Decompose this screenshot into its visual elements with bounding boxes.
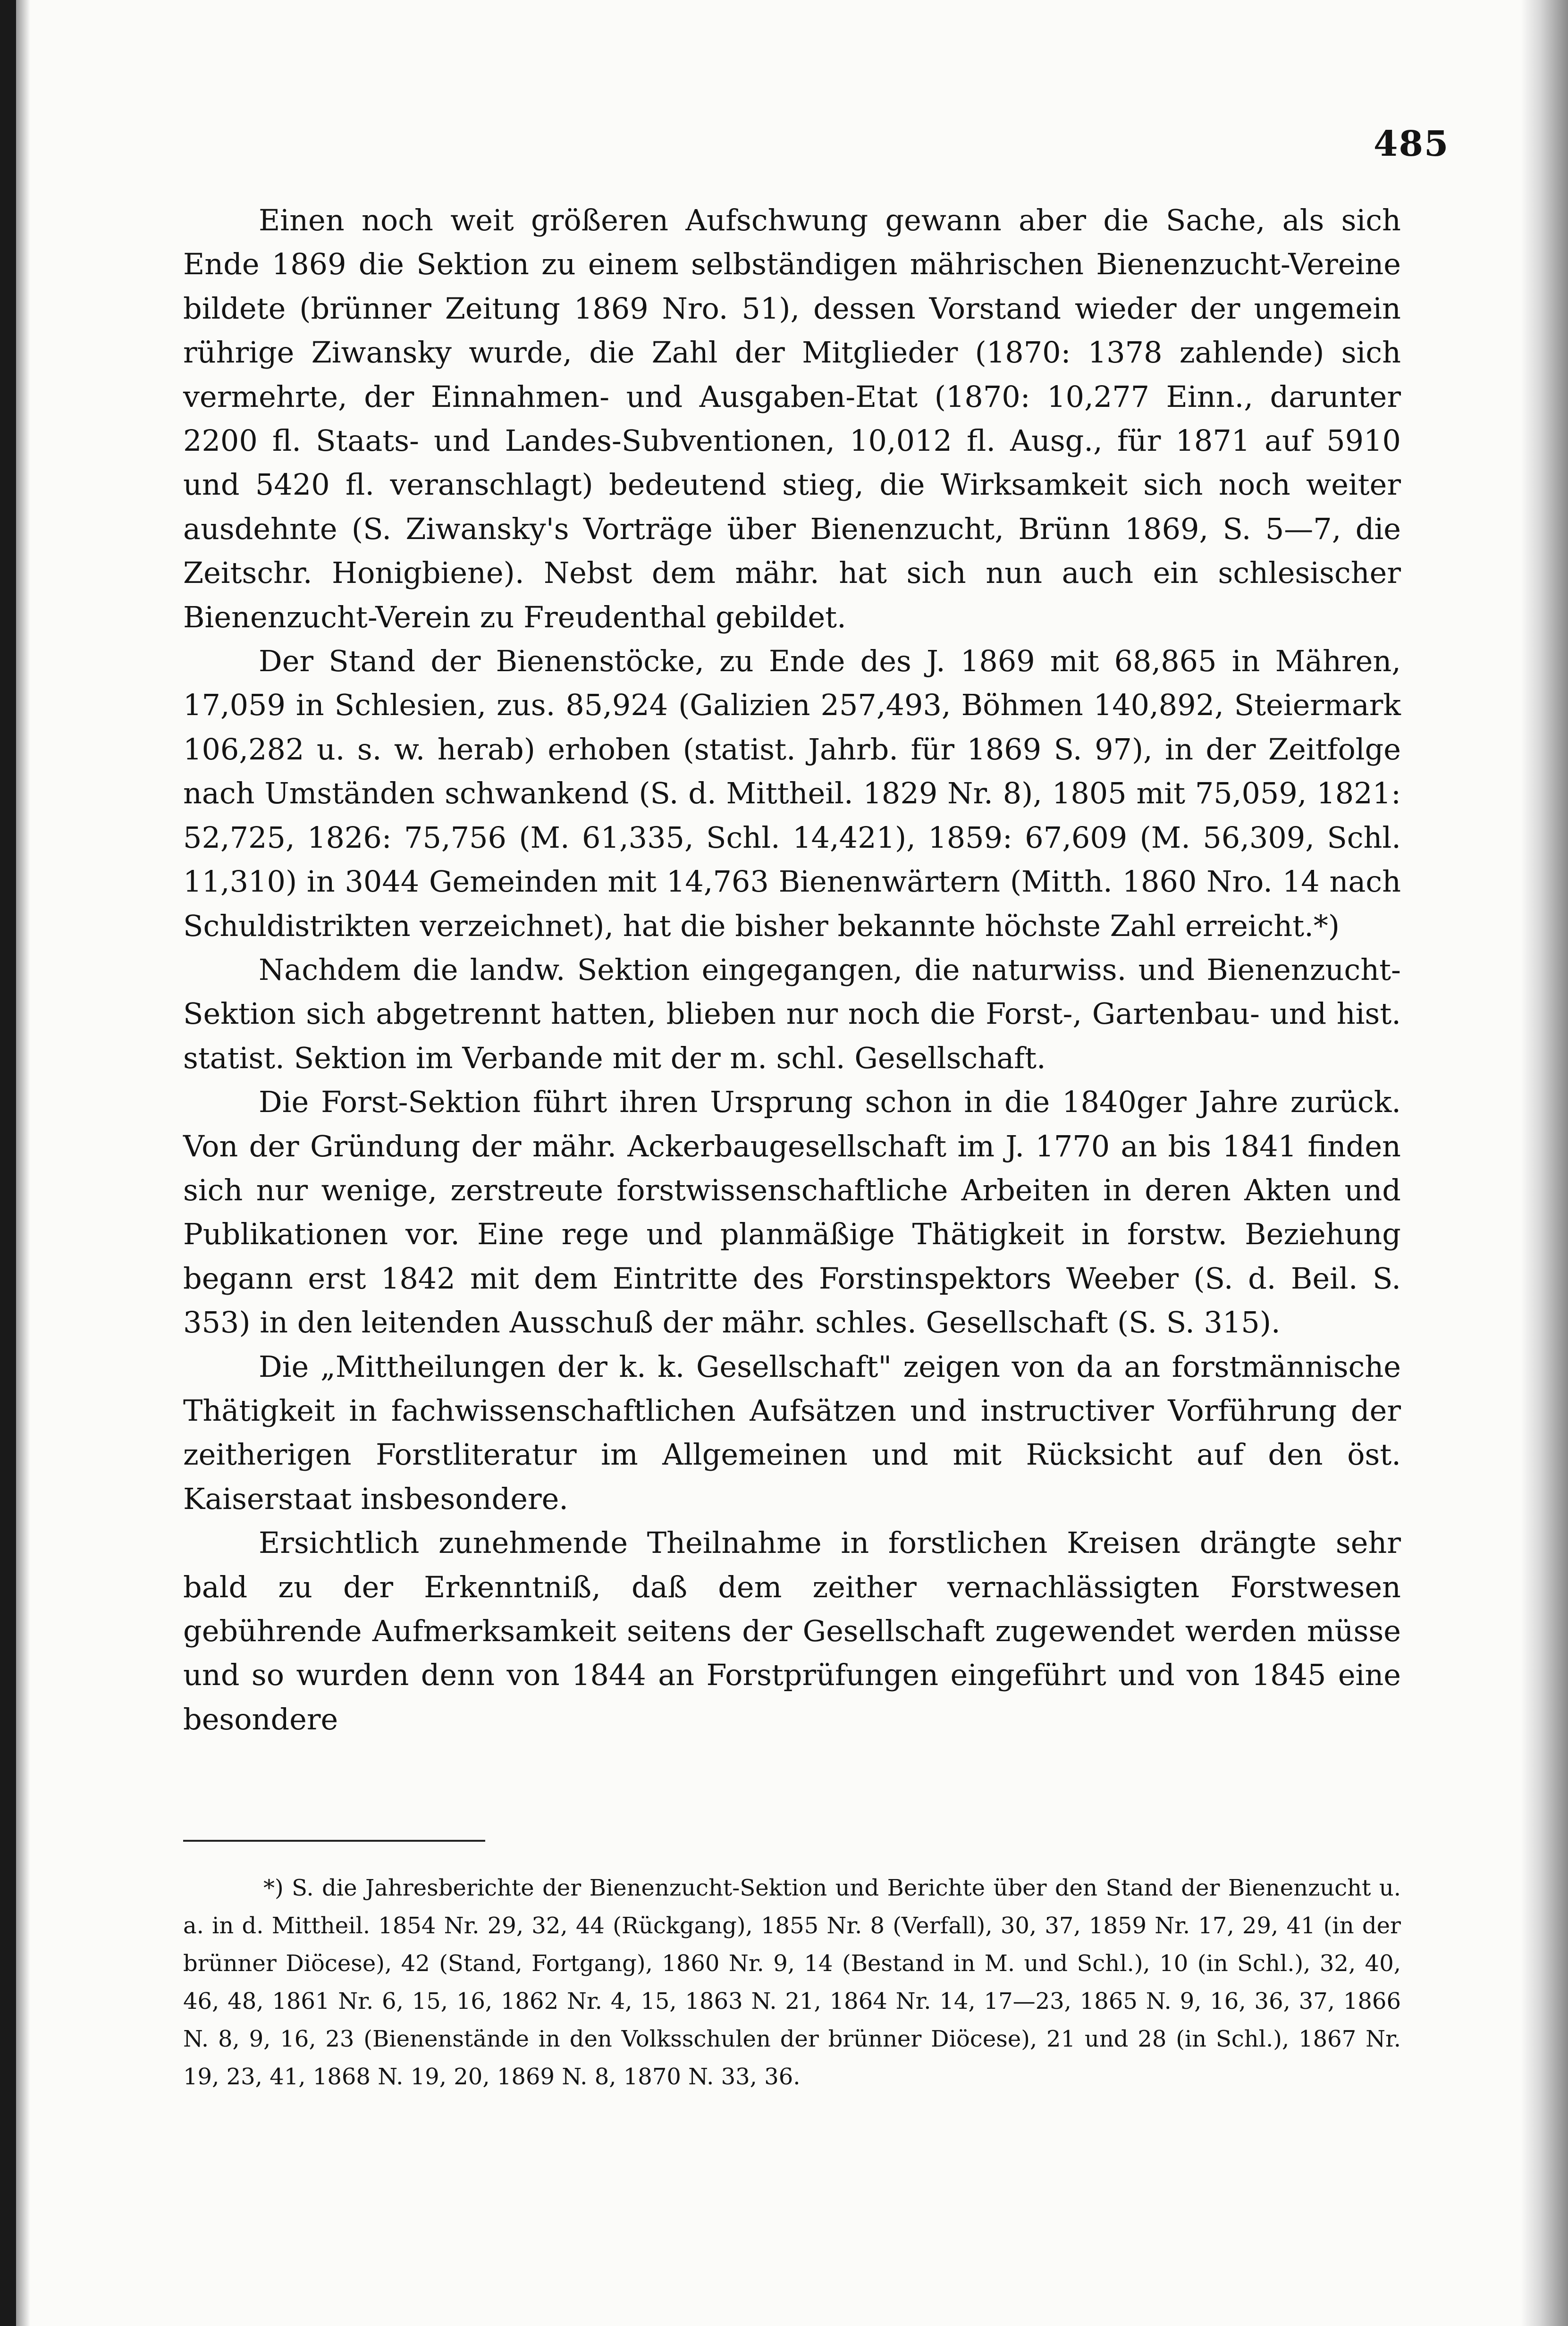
footnote-text: *) S. die Jahresberichte der Bienenzucht-Sektion und Berichte über den Stand der Bienenzucht u. a. in d. Mittheil. 1854 Nr. 29, 32, 44 (Rückgang), 1855 Nr. 8 (Verfall), 30, 37, 1859 Nr. 17, 29, 41 (in der brünner Diöcese), 42 (Stand, Fortgang), 1860 Nr. 9, 14 (Bestand in M. und Schl.), 10 (in Schl.), 32, 40, 46, 48, 1861 Nr. 6, 15, 16, 1862 Nr. 4, 15, 1863 N. 21, 1864 Nr. 14, 17—23, 1865 N. 9, 16, 36, 37, 1866 N. 8, 9, 16, 23 (Bienenstände in den Volksschulen der brünner Diöcese), 21 und 28 (in Schl.), 1867 Nr. 19, 23, 41, 1868 N. 19, 20, 1869 N. 8, 1870 N. 33, 36. [183,1875,1401,2090]
paragraph-sektionen: Nachdem die landw. Sektion eingegangen, die naturwiss. und Bienenzucht-Sektion sich abgetrennt hatten, blieben nur noch die Forst-, Gartenbau- und hist. statist. Sektion im Verbande mit der m. schl. Gesellschaft. [183,952,1401,1075]
paragraph-forstpruefungen: Ersichtlich zunehmende Theilnahme in forstlichen Kreisen drängte sehr bald zu der Erkenntniß, daß dem zeither vernachlässigten Forstwesen gebührende Aufmerksamkeit seitens der Gesellschaft zugewendet werden müsse und so wurden denn von 1844 an Forstprüfungen eingeführt und von 1845 eine besondere [183,1525,1401,1736]
gutter-gradient [16,0,30,2326]
paragraph-bienenzucht-verein: Einen noch weit größeren Aufschwung gewann aber die Sache, als sich Ende 1869 die Sektion zu einem selbständigen mährischen Bienenzucht-Vereine bildete (brünner Zeitung 1869 Nro. 51), dessen Vorstand wieder der ungemein rührige Ziwansky wurde, die Zahl der Mitglieder (1870: 1378 zahlende) sich vermehrte, der Einnahmen- und Ausgaben-Etat (1870: 10,277 Einn., darunter 2200 fl. Staats- und Landes-Subventionen, 10,012 fl. Ausg., für 1871 auf 5910 und 5420 fl. veranschlagt) bedeutend stieg, die Wirksamkeit sich noch weiter ausdehnte (S. Ziwansky's Vorträge über Bienenzucht, Brünn 1869, S. 5—7, die Zeitschr. Honigbiene). Nebst dem mähr. hat sich nun auch ein schlesischer Bienenzucht-Verein zu Freudenthal gebildet. [183,203,1401,634]
paragraph-mittheilungen: Die „Mittheilungen der k. k. Gesellschaft" zeigen von da an forstmännische Thätigkeit in fachwissenschaftlichen Aufsätzen und instructiver Vorführung der zeitherigen Forstliteratur im Allgemeinen und mit Rücksicht auf den öst. Kaiserstaat insbesondere. [183,1349,1401,1516]
page-number: 485 [1374,124,1450,164]
footnote-divider [183,1840,485,1842]
main-text [183,198,1401,1741]
page-edge [1521,0,1568,2326]
book-spine-shadow [0,0,16,2326]
paragraph-bienenstoecke: Der Stand der Bienenstöcke, zu Ende des J. 1869 mit 68,865 in Mähren, 17,059 in Schlesien, zus. 85,924 (Galizien 257,493, Böhmen 140,892, Steiermark 106,282 u. s. w. herab) erhoben (statist. Jahrb. für 1869 S. 97), in der Zeitfolge nach Umständen schwankend (S. d. Mittheil. 1829 Nr. 8), 1805 mit 75,059, 1821: 52,725, 1826: 75,756 (M. 61,335, Schl. 14,421), 1859: 67,609 (M. 56,309, Schl. 11,310) in 3044 Gemeinden mit 14,763 Bienenwärtern (Mitth. 1860 Nro. 14 nach Schuldistrikten verzeichnet), hat die bisher bekannte höchste Zahl erreicht.*) [183,644,1401,943]
footnote [183,1869,1401,2096]
paragraph-forst-sektion: Die Forst-Sektion führt ihren Ursprung schon in die 1840ger Jahre zurück. Von der Gründung der mähr. Ackerbaugesellschaft im J. 1770 an bis 1841 finden sich nur wenige, zerstreute forstwissenschaftliche Arbeiten in deren Akten und Publikationen vor. Eine rege und planmäßige Thätigkeit in forstw. Beziehung begann erst 1842 mit dem Eintritte des Forstinspektors Weeber (S. d. Beil. S. 353) in den leitenden Ausschuß der mähr. schles. Gesellschaft (S. S. 315). [183,1085,1401,1340]
